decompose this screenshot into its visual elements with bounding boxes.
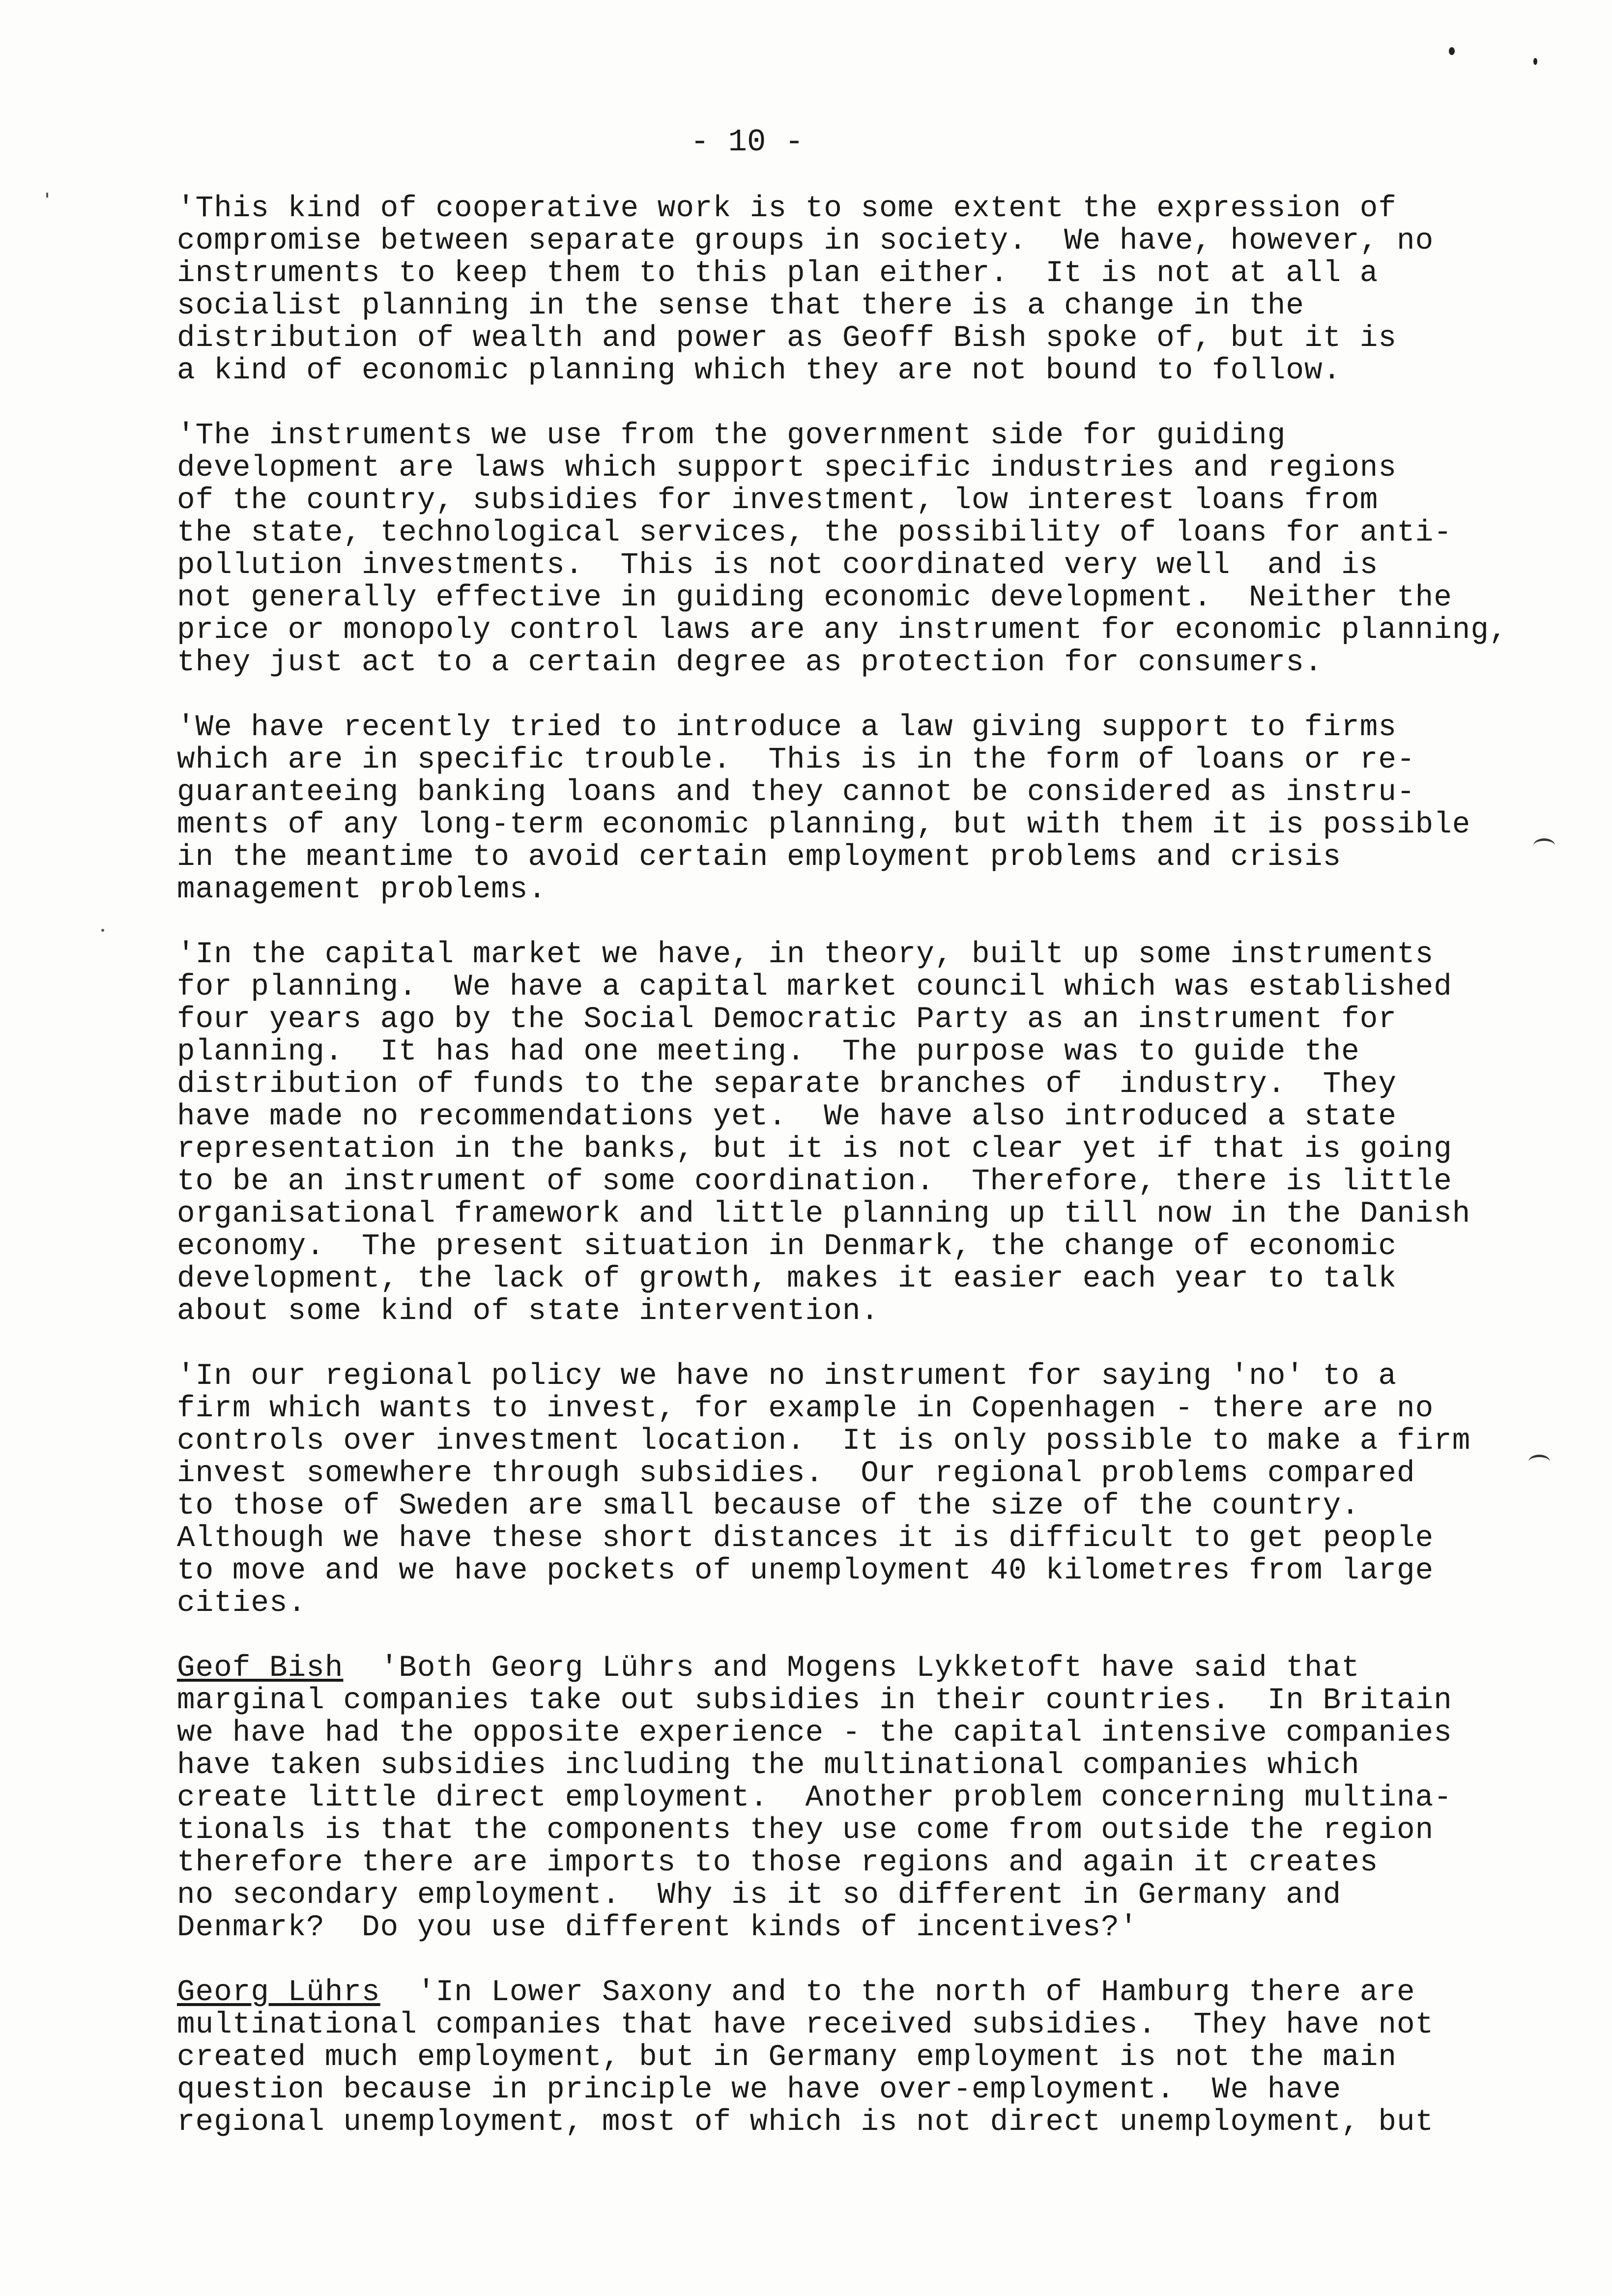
text-line-remainder: 'Both Georg Lührs and Mogens Lykketoft have said that: [343, 1651, 1360, 1685]
text-line: 'We have recently tried to introduce a law giving support to firms: [177, 711, 1397, 745]
text-line: we have had the opposite experience - the capital intensive companies: [177, 1716, 1452, 1750]
text-line: development are laws which support specific industries and regions: [177, 451, 1397, 485]
scan-speck: [1449, 47, 1455, 55]
text-line: for planning. We have a capital market council which was established: [177, 970, 1452, 1004]
text-line: invest somewhere through subsidies. Our regional problems compared: [177, 1457, 1415, 1491]
text-line: distribution of funds to the separate branches of industry. They: [177, 1067, 1397, 1101]
text-line: to move and we have pockets of unemployment 40 kilometres from large: [177, 1554, 1434, 1588]
text-line: guaranteeing banking loans and they cannot be considered as instru-: [177, 775, 1415, 809]
speaker-name: Georg Lührs: [177, 1976, 380, 2009]
text-line: of the country, subsidies for investment, low interest loans from: [177, 484, 1379, 517]
speaker-name: Geof Bish: [177, 1651, 344, 1685]
text-line: question because in principle we have over-employment. We have: [177, 2073, 1342, 2107]
text-line: a kind of economic planning which they are not bound to follow.: [177, 354, 1342, 388]
text-line: to be an instrument of some coordination. Therefore, there is little: [177, 1165, 1452, 1199]
text-line: 'This kind of cooperative work is to some extent the expression of: [177, 192, 1397, 226]
text-line-remainder: 'In Lower Saxony and to the north of Hamburg there are: [380, 1976, 1415, 2009]
paragraph: [177, 193, 1514, 387]
paragraph: [177, 712, 1514, 906]
margin-mark: [46, 193, 48, 198]
text-line: the state, technological services, the possibility of loans for anti-: [177, 516, 1452, 550]
text-line: not generally effective in guiding economic development. Neither the: [177, 581, 1452, 615]
text-line: firm which wants to invest, for example in Copenhagen - there are no: [177, 1392, 1434, 1426]
margin-bracket-mark: [1528, 1455, 1550, 1469]
text-line: [177, 1652, 1514, 1685]
text-line: to those of Sweden are small because of the size of the country.: [177, 1489, 1360, 1523]
text-line: Although we have these short distances it is difficult to get people: [177, 1521, 1434, 1555]
text-line: instruments to keep them to this plan either. It is not at all a: [177, 257, 1379, 290]
text-line: marginal companies take out subsidies in their countries. In Britain: [177, 1684, 1452, 1718]
document-body: [177, 193, 1514, 2171]
text-line: compromise between separate groups in society. We have, however, no: [177, 224, 1434, 258]
text-line: representation in the banks, but it is not clear yet if that is going: [177, 1132, 1452, 1166]
speaker-paragraph: [177, 1652, 1514, 1944]
text-line: planning. It has had one meeting. The purpose was to guide the: [177, 1035, 1360, 1069]
text-line: four years ago by the Social Democratic Party as an instrument for: [177, 1003, 1397, 1036]
text-line: they just act to a certain degree as protection for consumers.: [177, 646, 1323, 680]
text-line: price or monopoly control laws are any instrument for economic planning,: [177, 613, 1508, 647]
text-line: development, the lack of growth, makes it easier each year to talk: [177, 1262, 1397, 1296]
text-line: ments of any long-term economic planning, but with them it is possible: [177, 808, 1471, 842]
text-line: Denmark? Do you use different kinds of incentives?': [177, 1911, 1138, 1945]
margin-bracket-mark: [1533, 838, 1555, 853]
text-line: [177, 1977, 1514, 2009]
text-line: 'The instruments we use from the government side for guiding: [177, 419, 1286, 453]
text-line: tionals is that the components they use come from outside the region: [177, 1813, 1434, 1847]
text-line: 'In our regional policy we have no instrument for saying 'no' to a: [177, 1359, 1397, 1393]
text-line: cities.: [177, 1586, 307, 1620]
text-line: no secondary employment. Why is it so different in Germany and: [177, 1878, 1342, 1912]
text-line: multinational companies that have received subsidies. They have not: [177, 2008, 1434, 2042]
paragraph: [177, 1360, 1514, 1620]
speaker-paragraph: [177, 1977, 1514, 2139]
text-line: therefore there are imports to those regions and again it creates: [177, 1846, 1379, 1880]
text-line: create little direct employment. Another problem concerning multina-: [177, 1781, 1452, 1815]
page-number: - 10 -: [690, 125, 804, 160]
text-line: have taken subsidies including the multinational companies which: [177, 1749, 1360, 1782]
text-line: organisational framework and little planning up till now in the Danish: [177, 1197, 1471, 1231]
text-line: management problems.: [177, 873, 547, 907]
paragraph: [177, 420, 1514, 679]
text-line: which are in specific trouble. This is in the form of loans or re-: [177, 743, 1415, 777]
text-line: pollution investments. This is not coordinated very well and is: [177, 548, 1379, 582]
text-line: have made no recommendations yet. We have also introduced a state: [177, 1100, 1397, 1134]
text-line: about some kind of state intervention.: [177, 1294, 880, 1328]
margin-mark: [101, 929, 104, 932]
text-line: 'In the capital market we have, in theory, built up some instruments: [177, 938, 1434, 972]
text-line: socialist planning in the sense that there is a change in the: [177, 289, 1304, 323]
scan-speck: [1533, 58, 1537, 65]
text-line: distribution of wealth and power as Geoff Bish spoke of, but it is: [177, 321, 1397, 355]
text-line: controls over investment location. It is only possible to make a firm: [177, 1424, 1471, 1458]
text-line: in the meantime to avoid certain employment problems and crisis: [177, 840, 1342, 874]
text-line: regional unemployment, most of which is not direct unemployment, but: [177, 2105, 1434, 2139]
text-line: created much employment, but in Germany employment is not the main: [177, 2040, 1397, 2074]
text-line: economy. The present situation in Denmark, the change of economic: [177, 1230, 1397, 1263]
paragraph: [177, 939, 1514, 1328]
